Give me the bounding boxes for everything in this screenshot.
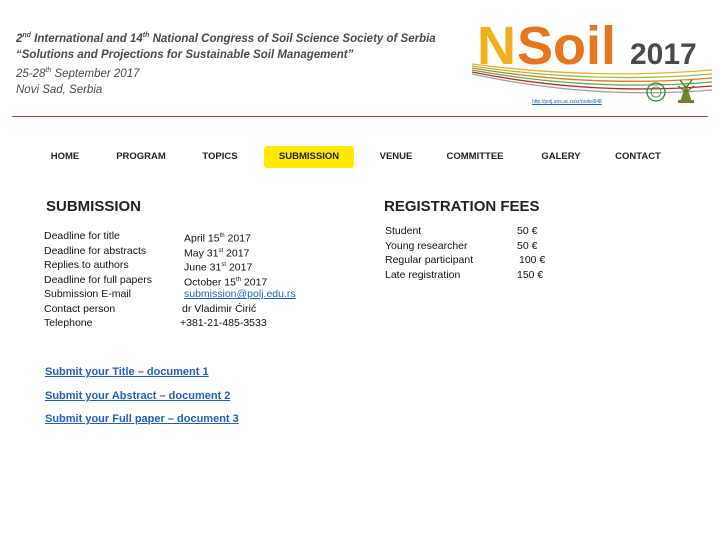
fee-row: Regular participant 100 € (385, 254, 546, 266)
congress-location: Novi Sad, Serbia (16, 83, 103, 96)
logo-soil: Soil (517, 16, 617, 76)
nav-home[interactable]: HOME (50, 151, 80, 162)
congress-url-link[interactable]: http://polj.uns.ac.rs/sr/node/848 (532, 99, 602, 105)
nav-galery[interactable]: GALERY (541, 151, 581, 162)
fee-row: Young researcher 50 € (385, 239, 538, 252)
deadline-abstracts-row: Deadline for abstracts May 31st 2017 (44, 244, 250, 259)
nav-topics[interactable]: TOPICS (202, 151, 238, 162)
nav-contact[interactable]: CONTACT (615, 151, 661, 162)
top-nav (42, 146, 682, 168)
submit-title-link[interactable]: Submit your Title – document 1 (45, 366, 209, 378)
nav-submission[interactable]: SUBMISSION (264, 146, 354, 168)
deadline-title-row: Deadline for title April 15th 2017 (44, 230, 251, 245)
submit-full-paper-link[interactable]: Submit your Full paper – document 3 (45, 413, 239, 425)
nav-program[interactable]: PROGRAM (116, 151, 166, 162)
submission-email-link[interactable]: submission@polj.edu.rs (184, 288, 296, 300)
nav-committee[interactable]: COMMITTEE (446, 151, 504, 162)
fee-row: Student 50 € (385, 225, 538, 237)
header-divider (12, 116, 708, 117)
telephone-row: Telephone +381-21-485-3533 (44, 317, 267, 329)
fees-table (385, 224, 585, 282)
fee-row: Late registration 150 € (385, 268, 544, 281)
congress-header (16, 28, 466, 98)
contact-person-row: Contact person dr Vladimir Ćirić (44, 302, 257, 315)
submission-details (44, 229, 344, 331)
nav-venue[interactable]: VENUE (379, 151, 413, 162)
congress-dates: 25-28th September 2017 (16, 66, 140, 80)
deadline-full-papers-row: Deadline for full papers October 15th 2017 (44, 273, 268, 288)
replies-authors-row: Replies to authors June 31st 2017 (44, 259, 253, 274)
logo-year: 2017 (630, 38, 697, 71)
submission-email-row: Submission E-mail submission@polj.edu.rs (44, 288, 296, 300)
logo-n: N (477, 16, 516, 76)
congress-motto: “Solutions and Projections for Sustainable Soil Management” (16, 48, 354, 61)
fees-heading: REGISTRATION FEES (384, 198, 540, 215)
submit-abstract-link[interactable]: Submit your Abstract – document 2 (45, 390, 231, 402)
congress-title: 2nd International and 14th National Congress of Soil Science Society of Serbia (16, 32, 436, 45)
submission-heading: SUBMISSION (46, 198, 142, 215)
